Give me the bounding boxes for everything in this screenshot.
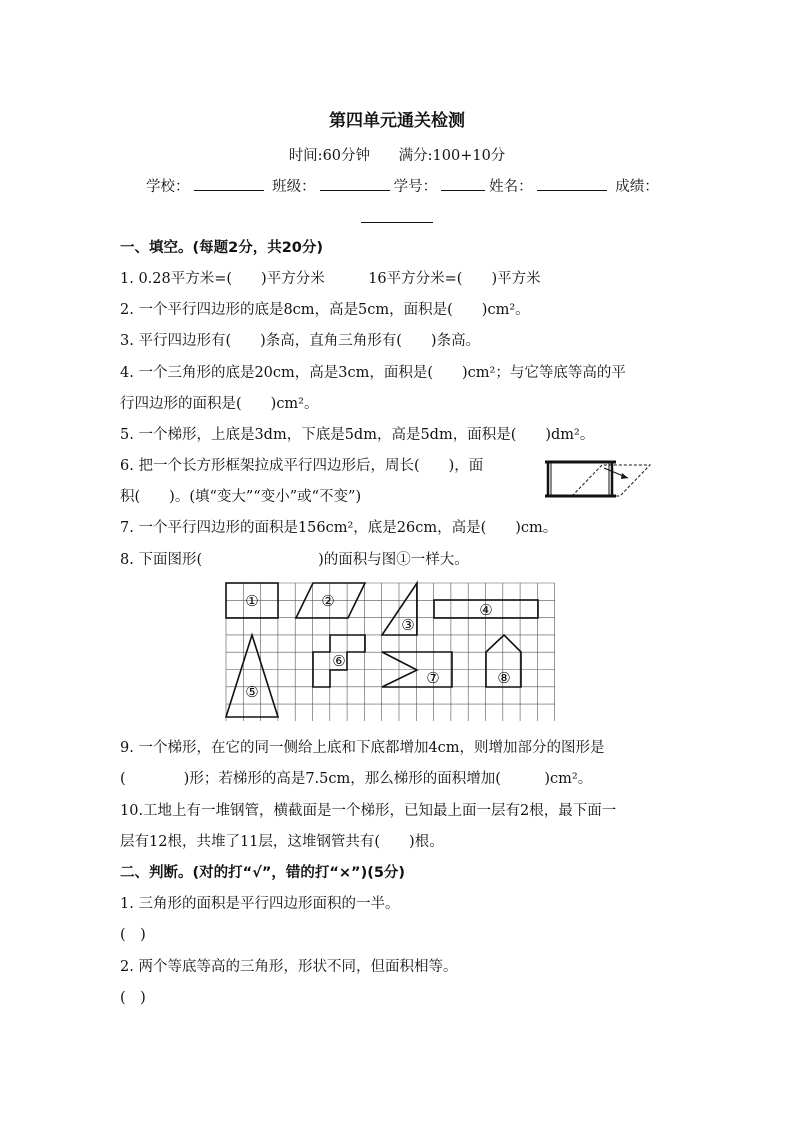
section2-heading: 二、判断。(对的打“√”，错的打“×”)(5分) — [120, 865, 406, 881]
name-label: 姓名： — [489, 179, 533, 195]
question-9-line2: ( )形；若梯形的高是7.5cm，那么梯形的面积增加( )cm²。 — [120, 771, 593, 787]
question-8: 8. 下面图形( )的面积与图①一样大。 — [120, 552, 469, 568]
frame-diagram — [542, 456, 654, 504]
question-9-line1: 9. 一个梯形，在它的同一侧给上底和下底都增加4cm，则增加部分的图形是 — [120, 740, 605, 756]
question-6-line1: 6. 把一个长方形框架拉成平行四边形后，周长( )，面 — [120, 458, 484, 474]
shape-label-2: ② — [321, 592, 335, 610]
number-label: 学号： — [393, 179, 438, 195]
question-10-line2: 层有12根，共堆了11层，这堆钢管共有( )根。 — [120, 834, 444, 850]
judge-question-1: 1. 三角形的面积是平行四边形面积的一半。 — [120, 896, 400, 912]
question-4-line1: 4. 一个三角形的底是20cm，高是3cm，面积是( )cm²；与它等底等高的平 — [120, 365, 626, 381]
shape-label-1: ① — [245, 592, 259, 610]
question-4-line2: 行四边形的面积是( )cm²。 — [120, 396, 319, 412]
number-blank — [441, 176, 485, 191]
shape-label-5: ⑤ — [245, 683, 259, 701]
grade-label: 成绩： — [615, 179, 659, 195]
time-limit: 时间:60分钟 — [288, 148, 371, 164]
question-2: 2. 一个平行四边形的底是8cm，高是5cm，面积是( )cm²。 — [120, 302, 530, 318]
question-7: 7. 一个平行四边形的面积是156cm²，底是26cm，高是( )cm。 — [120, 520, 558, 536]
class-label: 班级： — [272, 179, 316, 195]
grade-blank — [361, 222, 433, 223]
section1-heading: 一、填空。(每题2分，共20分) — [120, 240, 324, 256]
shape-label-8: ⑧ — [497, 669, 511, 687]
name-blank — [537, 176, 607, 191]
school-blank — [194, 176, 264, 191]
shape-label-7: ⑦ — [426, 669, 440, 687]
shape-5-triangle — [226, 635, 278, 717]
question-10-line1: 10.工地上有一堆钢管，横截面是一个梯形，已知最上面一层有2根，最下面一 — [120, 803, 617, 819]
school-label: 学校： — [146, 179, 190, 195]
shape-label-3: ③ — [401, 616, 415, 634]
full-score: 满分:100+10分 — [398, 148, 506, 164]
shape-label-4: ④ — [479, 601, 493, 619]
shape-grid — [222, 579, 564, 721]
question-5: 5. 一个梯形，上底是3dm，下底是5dm，高是5dm，面积是( )dm²。 — [120, 427, 595, 443]
class-blank — [320, 176, 390, 191]
question-6-line2: 积( )。(填“变大”“变小”或“不变”) — [120, 489, 362, 505]
judge-answer-1: ( ) — [120, 927, 146, 943]
question-1: 1. 0.28平方米=( )平方分米 16平方分米=( )平方米 — [120, 271, 541, 287]
exam-info — [0, 144, 794, 165]
shape-label-6: ⑥ — [332, 652, 346, 670]
judge-answer-2: ( ) — [120, 990, 146, 1006]
page-title: 第四单元通关检测 — [329, 111, 465, 131]
question-3: 3. 平行四边形有( )条高，直角三角形有( )条高。 — [120, 333, 481, 349]
student-info-row — [146, 176, 659, 197]
judge-question-2: 2. 两个等底等高的三角形，形状不同，但面积相等。 — [120, 959, 458, 975]
